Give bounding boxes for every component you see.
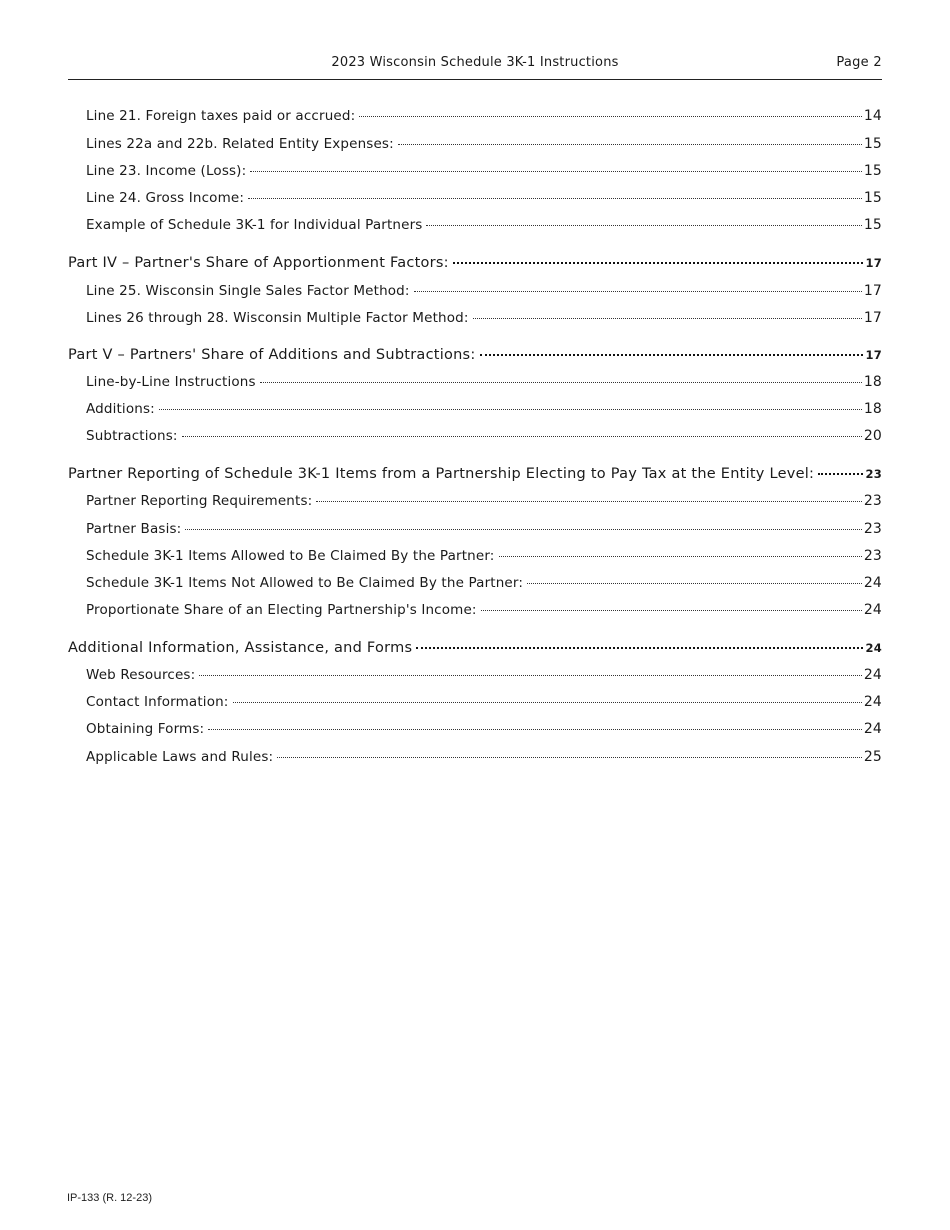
toc-entry[interactable] xyxy=(86,721,882,737)
toc-entry-page-number: 24 xyxy=(863,667,882,683)
dot-leader xyxy=(185,529,862,530)
toc-entry-page-number: 17 xyxy=(863,310,882,326)
toc-entry-page-number: 24 xyxy=(865,641,882,655)
toc-entry-page-number: 20 xyxy=(863,428,882,444)
dot-leader xyxy=(818,473,863,475)
toc-entry-page-number: 23 xyxy=(863,521,882,537)
dot-leader xyxy=(159,409,862,410)
toc-entry-page-number: 23 xyxy=(863,493,882,509)
toc-entry-page-number: 15 xyxy=(863,217,882,233)
toc-entry-label: Lines 26 through 28. Wisconsin Multiple Factor Method: xyxy=(86,310,469,326)
toc-entry-label: Line 23. Income (Loss): xyxy=(86,163,247,179)
dot-leader xyxy=(473,318,862,319)
dot-leader xyxy=(481,610,862,611)
toc-entry-page-number: 18 xyxy=(863,401,882,417)
dot-leader xyxy=(199,675,862,676)
toc-entry-label: Line 25. Wisconsin Single Sales Factor Method: xyxy=(86,283,410,299)
toc-entry-label: Subtractions: xyxy=(86,428,178,444)
toc-entry[interactable] xyxy=(86,694,882,710)
toc-entry[interactable] xyxy=(86,310,882,326)
dot-leader xyxy=(527,583,862,584)
toc-entry[interactable] xyxy=(86,374,882,390)
toc-entry[interactable] xyxy=(86,602,882,618)
dot-leader xyxy=(414,291,862,292)
toc-entry-label: Lines 22a and 22b. Related Entity Expenses: xyxy=(86,136,394,152)
toc-entry-page-number: 18 xyxy=(863,374,882,390)
toc-entry-label: Obtaining Forms: xyxy=(86,721,205,737)
toc-entry[interactable] xyxy=(86,283,882,299)
toc-entry-page-number: 15 xyxy=(863,136,882,152)
toc-entry-label: Proportionate Share of an Electing Partnership's Income: xyxy=(86,602,477,618)
toc-entry[interactable] xyxy=(86,401,882,417)
toc-entry-page-number: 24 xyxy=(863,602,882,618)
toc-entry-label: Line-by-Line Instructions xyxy=(86,374,256,390)
dot-leader xyxy=(426,225,861,226)
toc-entry-label: Schedule 3K-1 Items Allowed to Be Claimed By the Partner: xyxy=(86,548,495,564)
toc-entry[interactable] xyxy=(86,521,882,537)
toc-entry-label: Partner Basis: xyxy=(86,521,182,537)
toc-entry[interactable] xyxy=(86,190,882,206)
page-number: Page 2 xyxy=(836,55,882,70)
toc-entry-label: Example of Schedule 3K-1 for Individual Partners xyxy=(86,217,423,233)
toc-entry-page-number: 14 xyxy=(863,108,882,124)
dot-leader xyxy=(453,262,864,264)
dot-leader xyxy=(316,501,862,502)
toc-entry-page-number: 24 xyxy=(863,721,882,737)
dot-leader xyxy=(398,144,862,145)
dot-leader xyxy=(359,116,862,117)
form-identifier: IP-133 (R. 12-23) xyxy=(67,1192,152,1204)
toc-entry[interactable] xyxy=(86,749,882,765)
toc-entry-page-number: 25 xyxy=(863,749,882,765)
document-title: 2023 Wisconsin Schedule 3K-1 Instructions xyxy=(331,55,619,70)
toc-entry-page-number: 23 xyxy=(863,548,882,564)
toc-entry-label: Partner Reporting Requirements: xyxy=(86,493,313,509)
toc-entry-label: Partner Reporting of Schedule 3K-1 Items from a Partnership Electing to Pay Tax at the Entity Level: xyxy=(68,466,815,482)
toc-entry-label: Additional Information, Assistance, and Forms xyxy=(68,640,413,656)
toc-section-entry[interactable] xyxy=(68,255,882,271)
dot-leader xyxy=(416,647,863,649)
dot-leader xyxy=(248,198,862,199)
toc-entry-page-number: 17 xyxy=(863,283,882,299)
toc-section-entry[interactable] xyxy=(68,466,882,482)
toc-entry-page-number: 24 xyxy=(863,694,882,710)
toc-entry-label: Contact Information: xyxy=(86,694,229,710)
dot-leader xyxy=(233,702,862,703)
toc-entry-page-number: 24 xyxy=(863,575,882,591)
toc-entry-label: Web Resources: xyxy=(86,667,196,683)
toc-entry-label: Schedule 3K-1 Items Not Allowed to Be Claimed By the Partner: xyxy=(86,575,524,591)
toc-entry-page-number: 17 xyxy=(865,256,882,270)
toc-entry[interactable] xyxy=(86,217,882,233)
toc-entry[interactable] xyxy=(86,163,882,179)
dot-leader xyxy=(480,354,864,356)
dot-leader xyxy=(499,556,862,557)
toc-entry-page-number: 23 xyxy=(865,467,882,481)
toc-entry-label: Additions: xyxy=(86,401,155,417)
toc-section-entry[interactable] xyxy=(68,640,882,656)
toc-entry-label: Part V – Partners' Share of Additions and Subtractions: xyxy=(68,347,476,363)
toc-entry[interactable] xyxy=(86,548,882,564)
toc-entry-label: Applicable Laws and Rules: xyxy=(86,749,274,765)
dot-leader xyxy=(250,171,862,172)
toc-entry[interactable] xyxy=(86,667,882,683)
toc-entry-label: Line 21. Foreign taxes paid or accrued: xyxy=(86,108,356,124)
toc-entry-page-number: 17 xyxy=(865,348,882,362)
toc-entry[interactable] xyxy=(86,428,882,444)
toc-entry-label: Part IV – Partner's Share of Apportionment Factors: xyxy=(68,255,449,271)
page-header xyxy=(68,53,882,80)
toc-entry[interactable] xyxy=(86,108,882,124)
toc-entry-page-number: 15 xyxy=(863,163,882,179)
toc-entry-page-number: 15 xyxy=(863,190,882,206)
toc-entry-label: Line 24. Gross Income: xyxy=(86,190,245,206)
toc-entry[interactable] xyxy=(86,575,882,591)
dot-leader xyxy=(260,382,862,383)
toc-entry[interactable] xyxy=(86,136,882,152)
dot-leader xyxy=(208,729,862,730)
dot-leader xyxy=(277,757,862,758)
toc-entry[interactable] xyxy=(86,493,882,509)
dot-leader xyxy=(182,436,862,437)
toc-section-entry[interactable] xyxy=(68,347,882,363)
